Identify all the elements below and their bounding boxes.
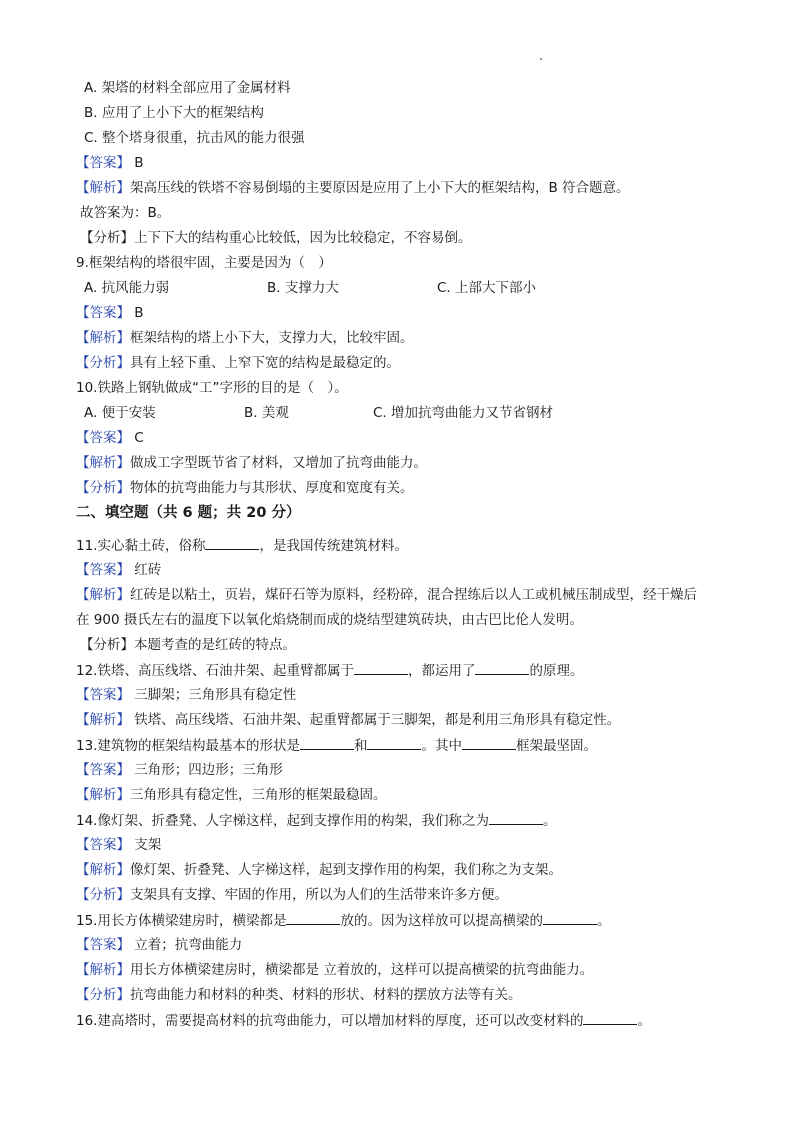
q15-explain: 【解析】用长方体横梁建房时，横梁都是 立着放的，这样可以提高横梁的抗弯曲能力。 [76, 962, 594, 978]
analysis-label: 【分析】 [80, 637, 134, 653]
q9-analysis: 【分析】具有上轻下重、上窄下宽的结构是最稳定的。 [76, 355, 400, 371]
q10-analysis: 【分析】物体的抗弯曲能力与其形状、厚度和宽度有关。 [76, 480, 414, 496]
q9-explain: 【解析】框架结构的塔上小下大，支撑力大，比较牢固。 [76, 330, 414, 346]
answer-label: 【答案】 [76, 155, 130, 171]
q9-option-c: C. 上部大下部小 [437, 280, 537, 296]
q10-option-c: C. 增加抗弯曲能力又节省钢材 [373, 405, 554, 421]
q15-question: 15.用长方体横梁建房时，横梁都是 放的。因为这样放可以提高横梁的 。 [76, 910, 610, 931]
q9-options [84, 278, 536, 298]
answer-blank[interactable] [489, 810, 543, 825]
answer-label: 【答案】 [76, 837, 130, 853]
answer-blank[interactable] [286, 910, 340, 925]
answer-label: 【答案】 [76, 305, 130, 321]
q13-explain: 【解析】三角形具有稳定性，三角形的框架最稳固。 [76, 787, 387, 803]
explain-label: 【解析】 [76, 587, 130, 603]
q11-explain-1: 【解析】红砖是以粘土，页岩，煤矸石等为原料，经粉碎，混合捏练后以人工或机械压制成型，经干燥后 [76, 587, 697, 603]
q15-analysis: 【分析】抗弯曲能力和材料的种类、材料的形状、材料的摆放方法等有关。 [76, 987, 522, 1003]
q15-answer: 【答案】 立着；抗弯曲能力 [76, 937, 243, 953]
explain-label: 【解析】 [76, 787, 130, 803]
q9-option-a: A. 抗风能力弱 [84, 280, 170, 296]
q11-answer: 【答案】 红砖 [76, 562, 162, 578]
q9-question: 9.框架结构的塔很牢固，主要是因为（ ） [76, 255, 332, 271]
q14-analysis: 【分析】支架具有支撑、牢固的作用，所以为人们的生活带来许多方便。 [76, 887, 508, 903]
q9-answer: 【答案】 B [76, 305, 144, 321]
explain-label: 【解析】 [76, 962, 130, 978]
answer-label: 【答案】 [76, 562, 130, 578]
answer-label: 【答案】 [76, 430, 130, 446]
answer-label: 【答案】 [76, 687, 130, 703]
answer-blank[interactable] [354, 660, 408, 675]
answer-blank[interactable] [205, 535, 259, 550]
explain-label: 【解析】 [76, 455, 130, 471]
q12-explain: 【解析】 铁塔、高压线塔、石油井架、起重臂都属于三脚架，都是利用三角形具有稳定性。 [76, 712, 621, 728]
section-heading: 二、填空题（共 6 题；共 20 分） [76, 505, 301, 521]
analysis-label: 【分析】 [76, 355, 130, 371]
page-mark [540, 58, 542, 60]
q10-option-b: B. 美观 [244, 405, 289, 421]
answer-blank[interactable] [300, 735, 354, 750]
analysis-label: 【分析】 [76, 887, 130, 903]
answer-blank[interactable] [583, 1010, 637, 1025]
q10-option-a: A. 便于安装 [84, 405, 156, 421]
q8-analysis: 【分析】上下下大的结构重心比较低，因为比较稳定，不容易倒。 [80, 230, 472, 246]
q10-question: 10.铁路上钢轨做成“工”字形的目的是（ ）。 [76, 380, 348, 396]
answer-blank[interactable] [462, 735, 516, 750]
q13-question: 13.建筑物的框架结构最基本的形状是 和 。其中 框架最坚固。 [76, 735, 597, 756]
q10-options [84, 403, 553, 423]
q8-option-c: C. 整个塔身很重，抗击风的能力很强 [84, 130, 305, 146]
analysis-label: 【分析】 [80, 230, 134, 246]
q11-question: 11.实心黏土砖，俗称 ，是我国传统建筑材料。 [76, 535, 408, 556]
explain-label: 【解析】 [76, 180, 130, 196]
analysis-label: 【分析】 [76, 987, 130, 1003]
answer-blank[interactable] [367, 735, 421, 750]
explain-label: 【解析】 [76, 330, 130, 346]
q10-explain: 【解析】做成工字型既节省了材料，又增加了抗弯曲能力。 [76, 455, 427, 471]
q11-analysis: 【分析】本题考查的是红砖的特点。 [80, 637, 296, 653]
answer-blank[interactable] [475, 660, 529, 675]
explain-label: 【解析】 [76, 712, 130, 728]
q11-explain-2: 在 900 摄氏左右的温度下以氧化焰烧制而成的烧结型建筑砖块，由古巴比伦人发明。 [76, 612, 583, 628]
answer-label: 【答案】 [76, 762, 130, 778]
analysis-label: 【分析】 [76, 480, 130, 496]
answer-blank[interactable] [543, 910, 597, 925]
q14-question: 14.像灯架、折叠凳、人字梯这样，起到支撑作用的构架，我们称之为 。 [76, 810, 556, 831]
q14-answer: 【答案】 支架 [76, 837, 162, 853]
q14-explain: 【解析】像灯架、折叠凳、人字梯这样，起到支撑作用的构架，我们称之为支架。 [76, 862, 562, 878]
q8-explain: 【解析】架高压线的铁塔不容易倒塌的主要原因是应用了上小下大的框架结构，B 符合题意。 [76, 180, 630, 196]
q16-question: 16.建高塔时，需要提高材料的抗弯曲能力，可以增加材料的厚度，还可以改变材料的 。 [76, 1010, 651, 1031]
q8-option-b: B. 应用了上小下大的框架结构 [84, 105, 264, 121]
q8-option-a: A. 架塔的材料全部应用了金属材料 [84, 80, 291, 96]
q12-answer: 【答案】 三脚架；三角形具有稳定性 [76, 687, 297, 703]
q9-option-b: B. 支撑力大 [267, 280, 339, 296]
q8-conclusion: 故答案为：B。 [80, 205, 171, 221]
q12-question: 12.铁塔、高压线塔、石油井架、起重臂都属于 ，都运用了 的原理。 [76, 660, 583, 681]
q10-answer: 【答案】 C [76, 430, 144, 446]
q8-answer: 【答案】 B [76, 155, 144, 171]
q13-answer: 【答案】 三角形；四边形；三角形 [76, 762, 283, 778]
answer-label: 【答案】 [76, 937, 130, 953]
explain-label: 【解析】 [76, 862, 130, 878]
